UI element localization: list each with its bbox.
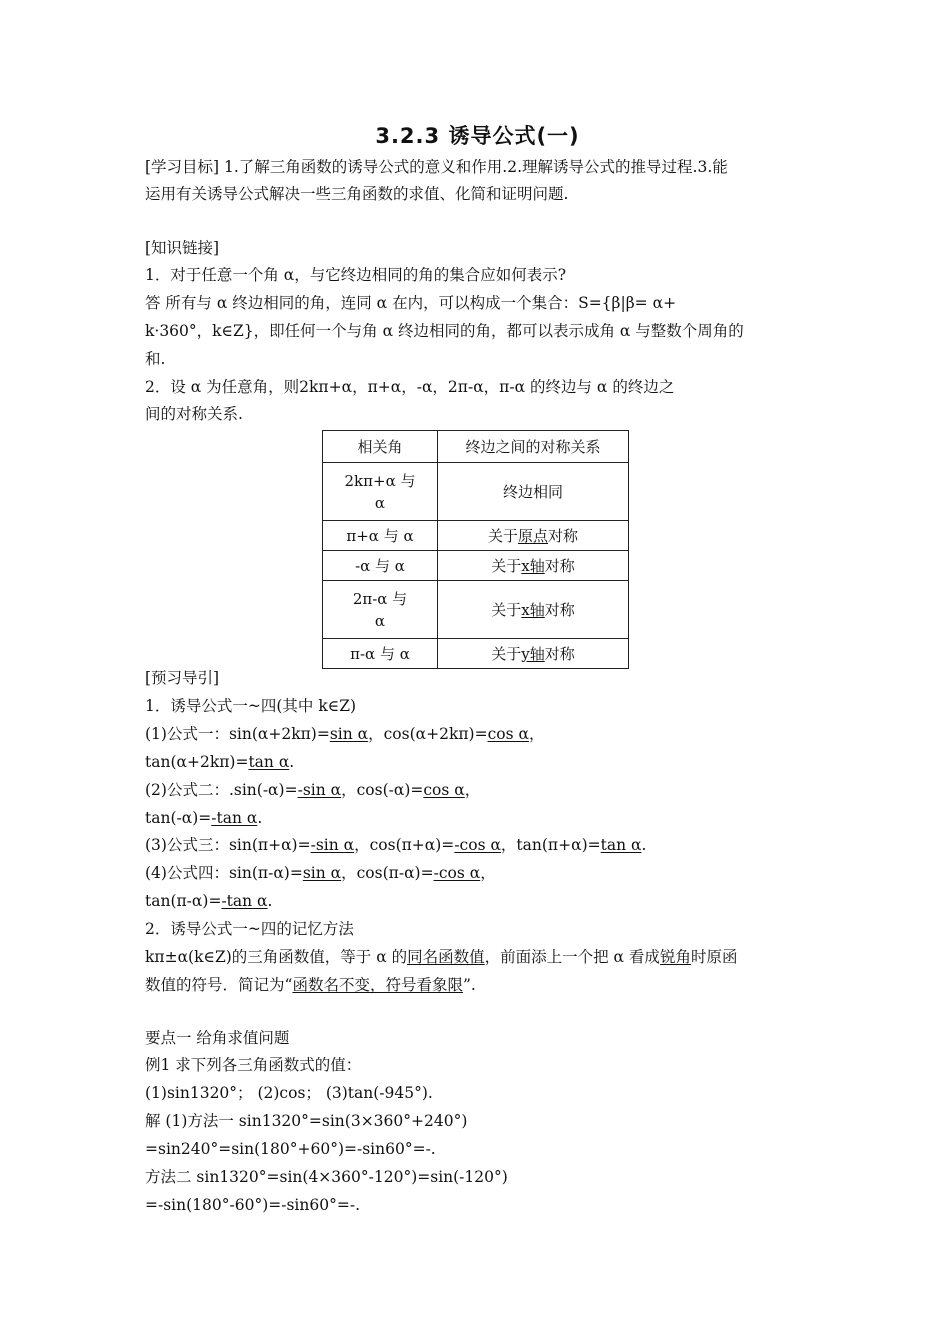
relation-suffix: 对称 (548, 526, 579, 545)
memory-method-line-2: 数值的符号．简记为“函数名不变，符号看象限”. (145, 976, 476, 994)
formula-2-line-2: tan(-α)=-tan α. (145, 809, 263, 827)
solution-line-2: =sin240°=sin(180°+60°)=-sin60°=-. (145, 1140, 436, 1158)
angle-text: π+α 与 α (346, 526, 414, 545)
table-cell-relation (438, 639, 629, 669)
angle-text: 2π-α 与 (352, 589, 408, 608)
knowledge-answer-1-line-3: 和. (145, 350, 166, 368)
knowledge-question-1: 1．对于任意一个角 α，与它终边相同的角的集合应如何表示? (145, 266, 567, 284)
relation-suffix: 对称 (544, 556, 575, 575)
table-cell-angle (323, 639, 438, 669)
relation-answer: 原点 (517, 526, 548, 545)
knowledge-answer-1-line-2: k·360°，k∈Z}，即任何一个与角 α 终边相同的角，都可以表示成角 α 与整数个周角的 (145, 322, 744, 340)
table-cell-relation (438, 521, 629, 551)
relation-prefix: 关于 (491, 600, 522, 619)
formula-answer: tan α (600, 836, 642, 854)
formula-4-line-1: (4)公式四：sin(π-α)=sin α，cos(π-α)=-cos α， (145, 864, 496, 882)
table-cell-angle (323, 521, 438, 551)
formula-4-line-2: tan(π-α)=-tan α. (145, 892, 273, 910)
table-header-row (323, 431, 629, 463)
formula-1-line-1: (1)公式一：sin(α+2kπ)=sin α，cos(α+2kπ)=cos α， (145, 725, 545, 743)
relation-prefix: 关于 (491, 644, 522, 663)
formula-answer: -cos α (454, 836, 501, 854)
relation-answer: x轴 (521, 556, 545, 575)
table-cell-angle (323, 463, 438, 521)
angle-text: 2kπ+α 与 (344, 471, 416, 490)
knowledge-header: [知识链接] (145, 239, 220, 257)
table-row (323, 463, 629, 521)
table-row (323, 639, 629, 669)
relation-suffix: 对称 (544, 600, 575, 619)
knowledge-question-2-line-1: 2．设 α 为任意角，则2kπ+α，π+α，-α，2π-α，π-α 的终边与 α 的终边之 (145, 378, 675, 396)
memory-method-line-1: kπ±α(k∈Z)的三角函数值，等于 α 的同名函数值，前面添上一个把 α 看成锐角时原函 (145, 948, 738, 966)
objectives-line-2: 运用有关诱导公式解决一些三角函数的求值、化简和证明问题. (145, 185, 569, 203)
table-row (323, 581, 629, 639)
formula-answer: sin α (329, 725, 369, 743)
table-row (323, 521, 629, 551)
formula-answer: cos α (487, 725, 529, 743)
memory-answer: 同名函数值 (407, 948, 485, 966)
table-header-cell: 相关角 (323, 431, 438, 463)
table-cell-angle (323, 551, 438, 581)
memory-answer: 函数名不变，符号看象限 (292, 976, 463, 994)
relation-answer: y轴 (521, 644, 545, 663)
example-1-items: (1)sin1320°； (2)cos； (3)tan(-945°). (145, 1084, 433, 1102)
formula-answer: -sin α (310, 836, 355, 854)
table-cell-relation (438, 551, 629, 581)
formula-answer: -tan α (211, 809, 258, 827)
symmetry-table (322, 430, 629, 669)
formula-answer: cos α (423, 781, 465, 799)
preview-section-2-title: 2．诱导公式一~四的记忆方法 (145, 920, 354, 938)
angle-text: -α 与 α (355, 556, 405, 575)
relation-suffix: 对称 (544, 644, 575, 663)
formula-answer: -tan α (221, 892, 268, 910)
preview-header: [预习导引] (145, 669, 220, 687)
relation-answer: x轴 (521, 600, 545, 619)
formula-answer: -sin α (297, 781, 342, 799)
table-cell-relation (438, 463, 629, 521)
preview-section-1-title: 1．诱导公式一~四(其中 k∈Z) (145, 697, 357, 715)
formula-1-line-2: tan(α+2kπ)=tan α. (145, 753, 295, 771)
formula-3-line: (3)公式三：sin(π+α)=-sin α，cos(π+α)=-cos α，tan(π+α)=tan α. (145, 836, 647, 854)
angle-text: α (374, 493, 386, 512)
relation-answer: 终边相同 (502, 482, 563, 501)
formula-2-line-1: (2)公式二：.sin(-α)=-sin α，cos(-α)=cos α， (145, 781, 481, 799)
table-cell-angle (323, 581, 438, 639)
table-header-cell: 终边之间的对称关系 (438, 431, 629, 463)
keypoint-header: 要点一 给角求值问题 (145, 1029, 290, 1047)
objectives-line-1: [学习目标] 1.了解三角函数的诱导公式的意义和作用.2.理解诱导公式的推导过程.3.能 (145, 158, 728, 176)
formula-answer: sin α (302, 864, 342, 882)
formula-answer: tan α (248, 753, 290, 771)
relation-prefix: 关于 (487, 526, 518, 545)
solution-line-3: 方法二 sin1320°=sin(4×360°-120°)=sin(-120°) (145, 1168, 508, 1186)
solution-line-4: =-sin(180°-60°)=-sin60°=-. (145, 1196, 361, 1214)
relation-prefix: 关于 (491, 556, 522, 575)
knowledge-answer-1-line-1: 答 所有与 α 终边相同的角，连同 α 在内，可以构成一个集合：S={β|β= α+ (145, 294, 677, 312)
angle-text: α (374, 611, 386, 630)
page-title: 3.2.3 诱导公式(一) (375, 124, 580, 148)
formula-answer: -cos α (433, 864, 481, 882)
table-cell-relation (438, 581, 629, 639)
example-1-title: 例1 求下列各三角函数式的值： (145, 1056, 362, 1074)
solution-line-1: 解 (1)方法一 sin1320°=sin(3×360°+240°) (145, 1112, 468, 1130)
knowledge-question-2-line-2: 间的对称关系. (145, 405, 243, 423)
table-row (323, 551, 629, 581)
memory-answer: 锐角 (659, 948, 691, 966)
angle-text: π-α 与 α (350, 644, 410, 663)
